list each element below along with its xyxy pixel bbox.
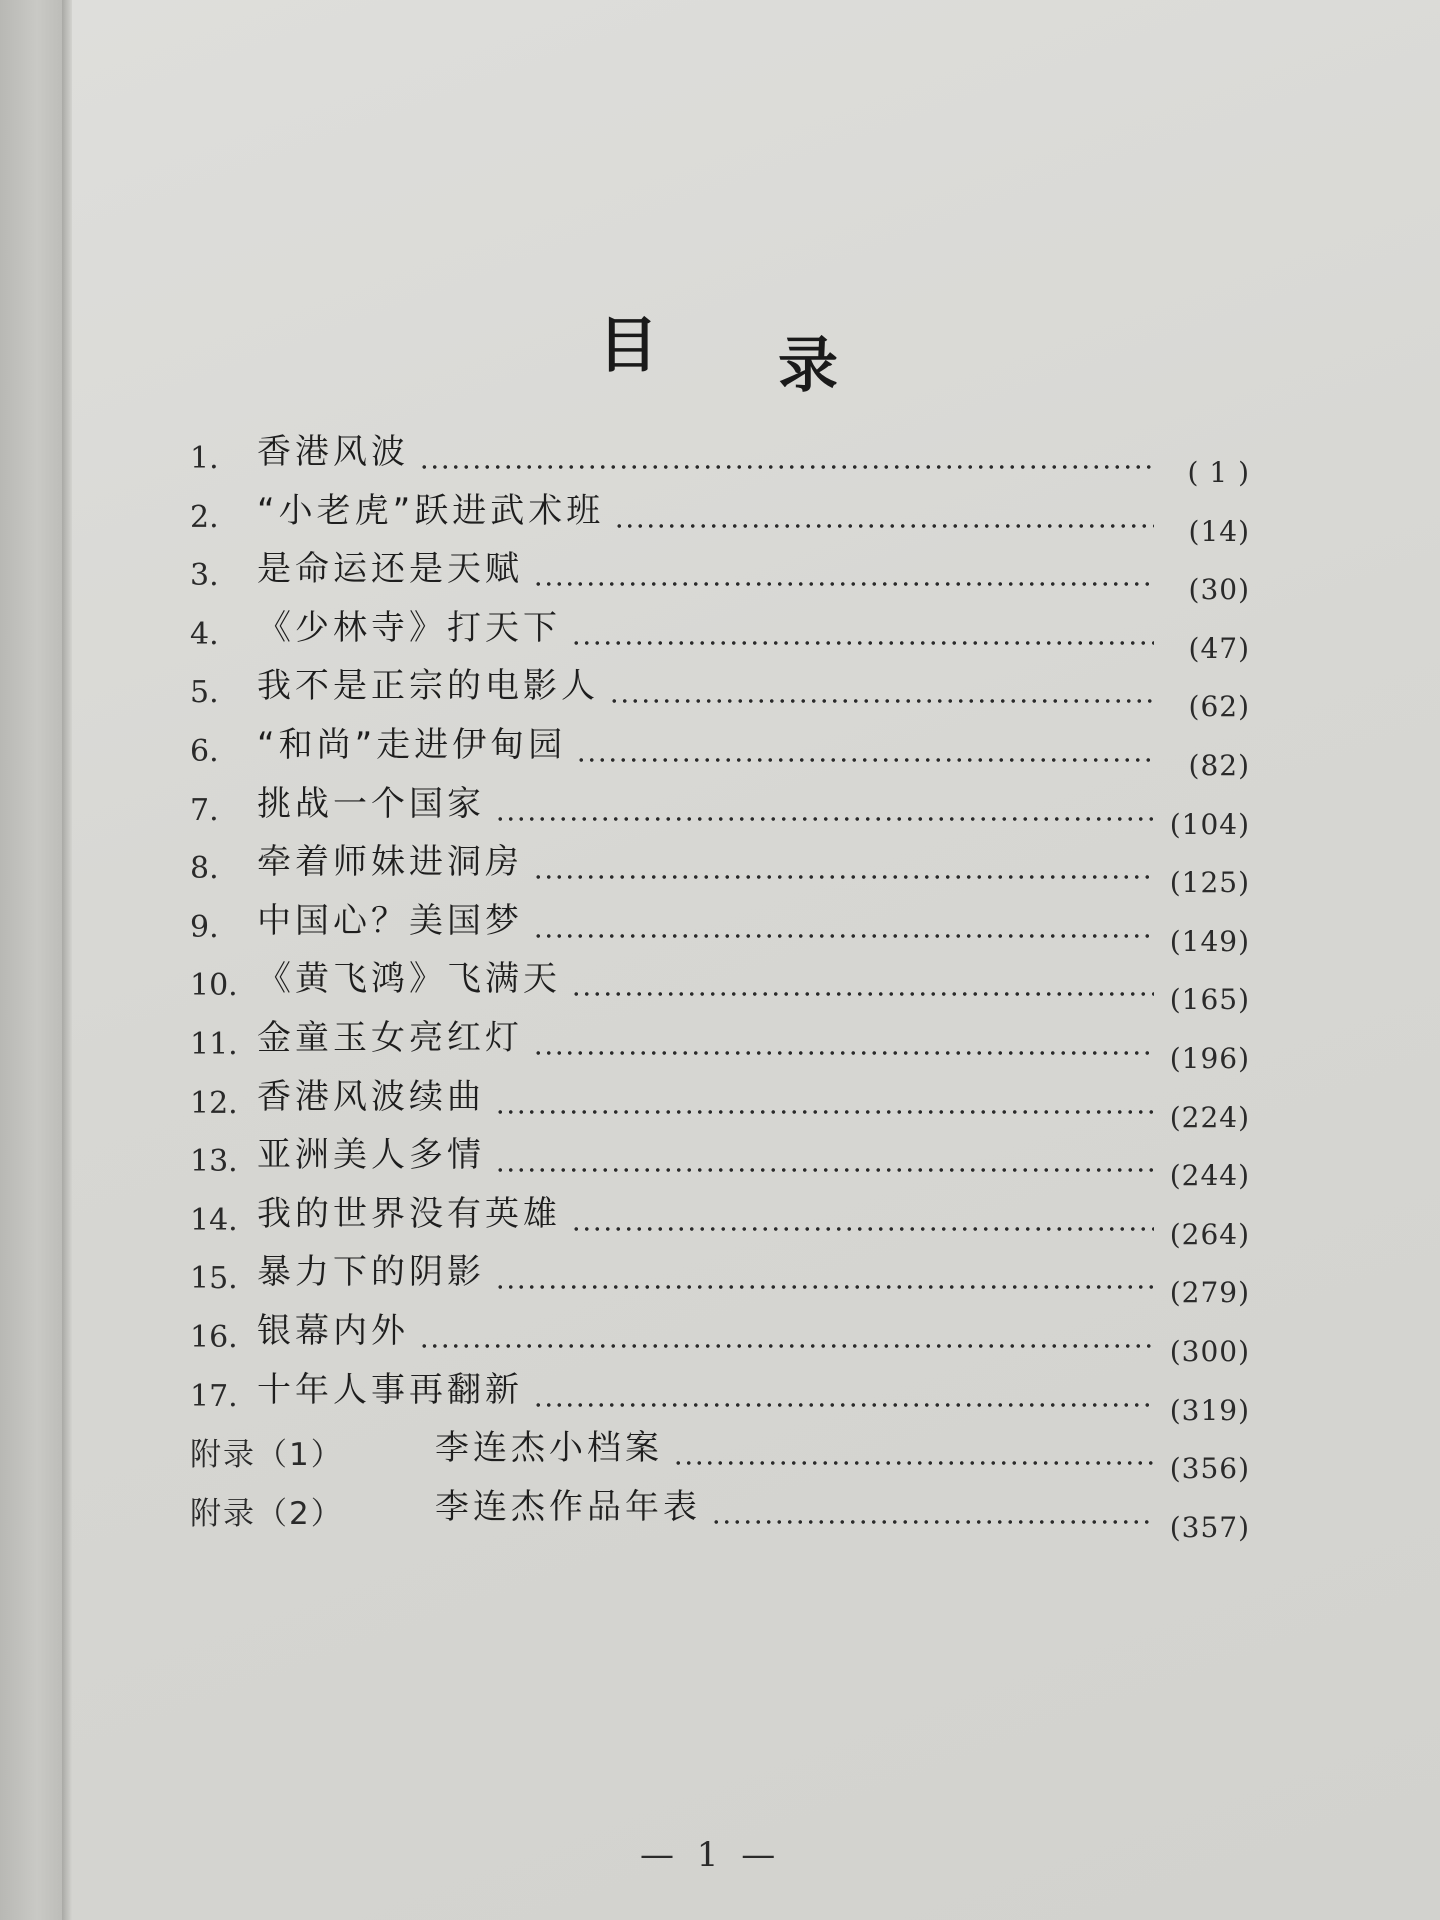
entry-number: 4.: [190, 616, 219, 652]
entry-title: 《少林寺》打天下: [257, 607, 561, 648]
dot-leader: [533, 873, 1154, 881]
entry-page: (357): [1169, 1510, 1250, 1544]
entry-page: (264): [1169, 1217, 1250, 1251]
entry-title: 我的世界没有英雄: [257, 1193, 561, 1234]
dot-leader: [495, 1283, 1154, 1291]
entry-title: 李连杰小档案: [435, 1428, 663, 1469]
entry-number: 1.: [190, 441, 219, 476]
title-char-2: 录: [778, 331, 838, 401]
entry-page: (244): [1169, 1159, 1250, 1193]
entry-number: 7.: [190, 792, 219, 828]
entry-number: 6.: [190, 733, 219, 769]
entry-title: 中国心？美国梦: [257, 900, 523, 941]
dot-leader: [419, 463, 1154, 471]
toc-entry[interactable]: [190, 952, 1250, 1017]
toc-entry[interactable]: [190, 659, 1250, 724]
entry-page: (319): [1169, 1393, 1250, 1427]
dot-leader: [614, 522, 1154, 530]
entry-title: “小老虎”跃进武术班: [257, 490, 605, 531]
entry-title: 亚洲美人多情: [257, 1135, 485, 1176]
dot-leader: [711, 1518, 1154, 1526]
dot-leader: [673, 1459, 1154, 1467]
toc-entry[interactable]: [190, 1245, 1250, 1310]
entry-number: 17.: [190, 1378, 238, 1414]
entry-title: 银幕内外: [257, 1310, 409, 1351]
dot-leader: [495, 1108, 1154, 1116]
dot-leader: [419, 1342, 1154, 1350]
entry-page: (300): [1169, 1334, 1250, 1368]
dot-leader: [576, 756, 1154, 764]
adjacent-page-edge: [0, 0, 62, 1920]
entry-number: 9.: [190, 909, 219, 945]
entry-page: ( 1 ): [1187, 456, 1250, 489]
toc-entry[interactable]: [190, 1304, 1250, 1368]
entry-page: (30): [1188, 573, 1250, 607]
appendix-entry[interactable]: [190, 1480, 1250, 1544]
dot-leader: [571, 639, 1154, 647]
entry-title: 暴力下的阴影: [257, 1252, 485, 1293]
entry-number: 10.: [190, 968, 238, 1004]
dot-leader: [571, 990, 1154, 998]
entry-title: 金童玉女亮红灯: [257, 1017, 523, 1058]
entry-number: 5.: [190, 675, 219, 711]
entry-title: 牵着师妹进洞房: [257, 842, 523, 883]
entry-number: 3.: [190, 558, 219, 594]
entry-title: 我不是正宗的电影人: [257, 666, 599, 707]
entry-number: 15.: [190, 1261, 238, 1297]
appendix-number: 附录（1）: [190, 1437, 344, 1474]
toc-entry[interactable]: [190, 894, 1250, 958]
entry-page: (165): [1169, 983, 1250, 1017]
entry-title: 李连杰作品年表: [435, 1486, 701, 1527]
appendix-number: 附录（2）: [190, 1495, 344, 1532]
dot-leader: [609, 697, 1154, 705]
toc-entry[interactable]: [190, 835, 1250, 900]
entry-page: (279): [1169, 1276, 1250, 1310]
dot-leader: [495, 815, 1154, 823]
entry-page: (47): [1188, 631, 1250, 665]
toc-entry[interactable]: [190, 1128, 1250, 1193]
dot-leader: [533, 1049, 1154, 1057]
entry-page: (149): [1169, 924, 1250, 958]
entry-title: 香港风波: [257, 432, 409, 472]
entry-page: (196): [1169, 1041, 1250, 1075]
toc-entry[interactable]: [190, 601, 1250, 665]
toc-entry[interactable]: [190, 718, 1250, 782]
entry-number: 16.: [190, 1319, 238, 1355]
toc-entry[interactable]: [190, 1011, 1250, 1075]
entry-title: 是命运还是天赋: [257, 549, 523, 590]
dot-leader: [571, 1225, 1154, 1233]
dot-leader: [533, 932, 1154, 940]
toc-entry[interactable]: [190, 425, 1250, 489]
dot-leader: [533, 1401, 1154, 1409]
entry-title: 挑战一个国家: [257, 783, 485, 824]
table-of-contents: [190, 425, 1250, 1544]
entry-number: 11.: [190, 1026, 238, 1062]
entry-page: (62): [1188, 690, 1250, 724]
entry-title: “和尚”走进伊甸园: [257, 724, 567, 765]
page-number: — 1 —: [640, 1835, 782, 1875]
entry-title: 十年人事再翻新: [257, 1369, 523, 1410]
toc-entry[interactable]: [190, 1363, 1250, 1427]
entry-number: 13.: [190, 1144, 238, 1180]
entry-number: 12.: [190, 1085, 238, 1121]
title-char-1: 目: [598, 311, 658, 381]
entry-page: (224): [1169, 1100, 1250, 1134]
entry-page: (356): [1169, 1452, 1250, 1486]
entry-number: 8.: [190, 851, 219, 887]
entry-page: (82): [1188, 748, 1250, 782]
entry-title: 《黄飞鸿》飞满天: [257, 959, 561, 1000]
appendix-entry[interactable]: [190, 1421, 1250, 1486]
toc-entry[interactable]: [190, 777, 1250, 841]
entry-page: (14): [1188, 514, 1250, 548]
dot-leader: [495, 1166, 1154, 1174]
toc-entry[interactable]: [190, 1070, 1250, 1134]
toc-entry[interactable]: [190, 484, 1250, 548]
page-fold-shadow: [62, 0, 72, 1920]
entry-page: (104): [1169, 807, 1250, 841]
entry-title: 香港风波续曲: [257, 1076, 485, 1117]
entry-page: (125): [1169, 866, 1250, 900]
dot-leader: [533, 580, 1154, 588]
entry-number: 2.: [190, 499, 219, 535]
toc-entry[interactable]: [190, 1187, 1250, 1251]
toc-entry[interactable]: [190, 542, 1250, 607]
entry-number: 14.: [190, 1202, 238, 1238]
